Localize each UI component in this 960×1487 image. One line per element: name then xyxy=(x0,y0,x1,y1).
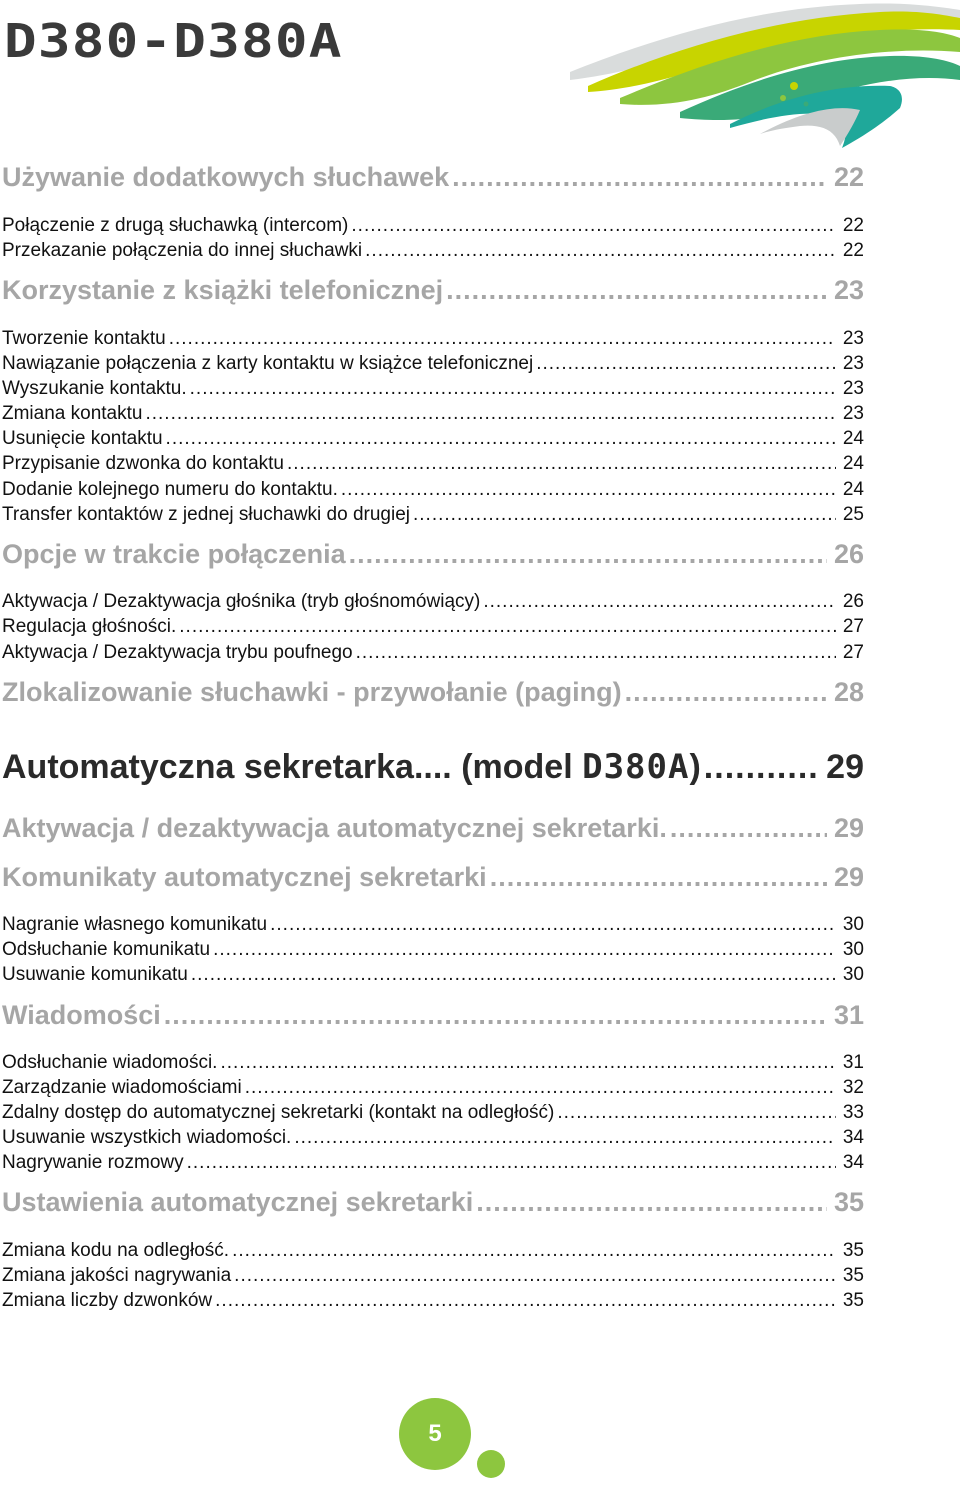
toc-page-number: 29 xyxy=(833,813,864,843)
toc-entry-title: Nagrywanie rozmowy xyxy=(2,1152,184,1173)
document-title: D380-D380A xyxy=(4,14,343,68)
toc-entry-title: Zmiana kontaktu xyxy=(2,403,143,424)
toc-entry-title: Wyszukanie kontaktu. xyxy=(2,378,187,399)
toc-leader-dots xyxy=(356,642,836,664)
toc-page-number: 31 xyxy=(842,1052,864,1073)
toc-entry-title: Zmiana jakości nagrywania xyxy=(2,1265,232,1286)
toc-section-title: Korzystanie z książki telefonicznej xyxy=(2,275,444,305)
toc-page-number: 35 xyxy=(833,1187,864,1217)
toc-leader-dots xyxy=(476,1187,827,1218)
toc-entry[interactable] xyxy=(2,1102,864,1124)
toc-page-number: 24 xyxy=(842,453,864,474)
toc-entry-title: Usuwanie komunikatu xyxy=(2,964,188,985)
toc-page-number: 31 xyxy=(833,1000,864,1030)
toc-section-title: Komunikaty automatycznej sekretarki xyxy=(2,862,487,892)
toc-page-number: 23 xyxy=(842,328,864,349)
toc-leader-dots xyxy=(179,616,836,638)
toc-page-number: 32 xyxy=(842,1077,864,1098)
toc-entry-title: Przekazanie połączenia do innej słuchawki xyxy=(2,240,363,261)
page-number-badge: 5 xyxy=(399,1398,471,1470)
toc-entry[interactable] xyxy=(2,616,864,638)
toc-entry[interactable] xyxy=(2,240,864,262)
toc-entry-title: Odsłuchanie komunikatu xyxy=(2,939,211,960)
toc-entry-title: Zarządzanie wiadomościami xyxy=(2,1077,242,1098)
toc-entry-title: Aktywacja / Dezaktywacja trybu poufnego xyxy=(2,642,353,663)
toc-leader-dots xyxy=(625,677,827,708)
toc-leader-dots xyxy=(349,539,827,570)
toc-leader-dots xyxy=(169,328,836,350)
toc-page-number: 29 xyxy=(826,748,864,786)
toc-page-number: 27 xyxy=(842,616,864,637)
toc-section[interactable] xyxy=(2,275,864,306)
toc-leader-dots xyxy=(490,862,827,893)
toc-entry[interactable] xyxy=(2,453,864,475)
toc-page-number: 28 xyxy=(833,677,864,707)
toc-leader-dots xyxy=(232,1240,836,1262)
toc-section[interactable] xyxy=(2,162,864,193)
toc-page-number: 23 xyxy=(842,378,864,399)
toc-leader-dots xyxy=(220,1052,835,1074)
toc-page-number: 30 xyxy=(842,964,864,985)
toc-leader-dots xyxy=(365,240,836,262)
toc-entry[interactable] xyxy=(2,591,864,613)
toc-page-number: 35 xyxy=(842,1290,864,1311)
toc-entry[interactable] xyxy=(2,914,864,936)
toc-entry[interactable] xyxy=(2,504,864,526)
toc-leader-dots xyxy=(351,215,835,237)
toc-entry[interactable] xyxy=(2,479,864,501)
toc-entry-title: Nawiązanie połączenia z karty kontaktu w książce telefonicznej xyxy=(2,353,534,374)
toc-leader-dots xyxy=(190,378,836,400)
toc-entry[interactable] xyxy=(2,1077,864,1099)
toc-entry-title: Transfer kontaktów z jednej słuchawki do drugiej xyxy=(2,504,410,525)
toc-leader-dots xyxy=(215,1290,836,1312)
toc-entry[interactable] xyxy=(2,1152,864,1174)
toc-leader-dots xyxy=(234,1265,836,1287)
toc-entry-title: Dodanie kolejnego numeru do kontaktu. xyxy=(2,479,338,500)
toc-leader-dots xyxy=(670,813,827,844)
toc-leader-dots xyxy=(536,353,836,375)
toc-entry-title: Usuwanie wszystkich wiadomości. xyxy=(2,1127,292,1148)
toc-section-title: Wiadomości xyxy=(2,1000,161,1030)
toc-leader-dots xyxy=(557,1102,836,1124)
toc-entry[interactable] xyxy=(2,1052,864,1074)
toc-entry[interactable] xyxy=(2,939,864,961)
toc-leader-dots xyxy=(413,504,836,526)
toc-page-number: 22 xyxy=(833,162,864,192)
toc-entry[interactable] xyxy=(2,378,864,400)
toc-entry-title: Tworzenie kontaktu xyxy=(2,328,166,349)
toc-entry[interactable] xyxy=(2,642,864,664)
toc-leader-dots xyxy=(287,453,836,475)
toc-page-number: 24 xyxy=(842,479,864,500)
toc-entry-title: Aktywacja / Dezaktywacja głośnika (tryb głośnomówiący) xyxy=(2,591,481,612)
toc-entry[interactable] xyxy=(2,328,864,350)
toc-leader-dots xyxy=(446,275,827,306)
toc-section-title: Zlokalizowanie słuchawki - przywołanie (paging) xyxy=(2,677,622,707)
toc-page-number: 24 xyxy=(842,428,864,449)
toc-page-number: 26 xyxy=(842,591,864,612)
toc-leader-dots xyxy=(294,1127,836,1149)
toc-chapter-title-text: Automatyczna sekretarka xyxy=(2,748,414,786)
toc-leader-dots xyxy=(187,1152,836,1174)
toc-leader-dots xyxy=(245,1077,836,1099)
toc-leader-dots xyxy=(213,939,836,961)
toc-page-number: 22 xyxy=(842,215,864,236)
toc-entry-title: Zmiana liczby dzwonków xyxy=(2,1290,213,1311)
toc-section[interactable] xyxy=(2,1187,864,1218)
toc-section-title: Ustawienia automatycznej sekretarki xyxy=(2,1187,474,1217)
toc-entry-title: Odsłuchanie wiadomości. xyxy=(2,1052,218,1073)
toc-page-number: 29 xyxy=(833,862,864,892)
toc-page-number: 30 xyxy=(842,914,864,935)
toc-page-number: 26 xyxy=(833,539,864,569)
toc-entry[interactable] xyxy=(2,353,864,375)
toc-entry-title: Zdalny dostęp do automatycznej sekretarki (kontakt na odległość) xyxy=(2,1102,555,1123)
toc-entry-title: Regulacja głośności. xyxy=(2,616,177,637)
toc-chapter-model: D380A xyxy=(582,747,690,787)
toc-section[interactable] xyxy=(2,677,864,708)
toc-leader-dots xyxy=(483,591,836,613)
toc-section[interactable] xyxy=(2,1000,864,1031)
toc-entry-title: Przypisanie dzwonka do kontaktu xyxy=(2,453,284,474)
toc-entry[interactable] xyxy=(2,964,864,986)
toc-page-number: 34 xyxy=(842,1127,864,1148)
toc-page-number: 34 xyxy=(842,1152,864,1173)
toc-entry[interactable] xyxy=(2,403,864,425)
toc-section[interactable] xyxy=(2,862,864,893)
decorative-dot xyxy=(477,1450,505,1478)
toc-chapter-model-prefix: (model xyxy=(461,748,583,786)
toc-entry-title: Zmiana kodu na odległość. xyxy=(2,1240,230,1261)
toc-entry[interactable] xyxy=(2,1290,864,1312)
toc-page-number: 33 xyxy=(842,1102,864,1123)
toc-entry[interactable] xyxy=(2,1240,864,1262)
toc-entry-title: Nagranie własnego komunikatu xyxy=(2,914,268,935)
toc-page-number: 23 xyxy=(833,275,864,305)
toc-chapter-title: Automatyczna sekretarka.... (model D380A) xyxy=(2,747,701,787)
toc-entry[interactable] xyxy=(2,428,864,450)
toc-section[interactable] xyxy=(2,813,864,844)
toc-page-number: 23 xyxy=(842,353,864,374)
toc-section-title: Używanie dodatkowych słuchawek xyxy=(2,162,450,192)
toc-entry[interactable] xyxy=(2,1265,864,1287)
toc-leader-dots xyxy=(166,428,836,450)
toc-page-number: 35 xyxy=(842,1240,864,1261)
toc-entry-title: Połączenie z drugą słuchawką (intercom) xyxy=(2,215,349,236)
toc-section[interactable] xyxy=(2,539,864,570)
toc-leader-dots xyxy=(145,403,835,425)
toc-entry-title: Usunięcie kontaktu xyxy=(2,428,163,449)
toc-leader-dots xyxy=(452,162,827,193)
toc-page-number: 22 xyxy=(842,240,864,261)
toc-leader-dots xyxy=(191,964,836,986)
toc-page-number: 25 xyxy=(842,504,864,525)
toc-chapter[interactable] xyxy=(2,747,864,787)
toc-leader-dots xyxy=(164,1000,827,1031)
toc-leader-dots xyxy=(341,479,836,501)
toc-page-number: 23 xyxy=(842,403,864,424)
toc-page-number: 35 xyxy=(842,1265,864,1286)
decorative-swoosh-logo xyxy=(560,0,960,160)
toc-leader-dots xyxy=(704,748,819,787)
toc-chapter-model-suffix: ) xyxy=(689,748,701,786)
toc-page-number: 27 xyxy=(842,642,864,663)
toc-page-number: 30 xyxy=(842,939,864,960)
toc-entry[interactable] xyxy=(2,1127,864,1149)
toc-entry[interactable] xyxy=(2,215,864,237)
toc-section-title: Opcje w trakcie połączenia xyxy=(2,539,346,569)
toc-section-title: Aktywacja / dezaktywacja automatycznej sekretarki. xyxy=(2,813,667,843)
toc-leader-dots xyxy=(270,914,836,936)
